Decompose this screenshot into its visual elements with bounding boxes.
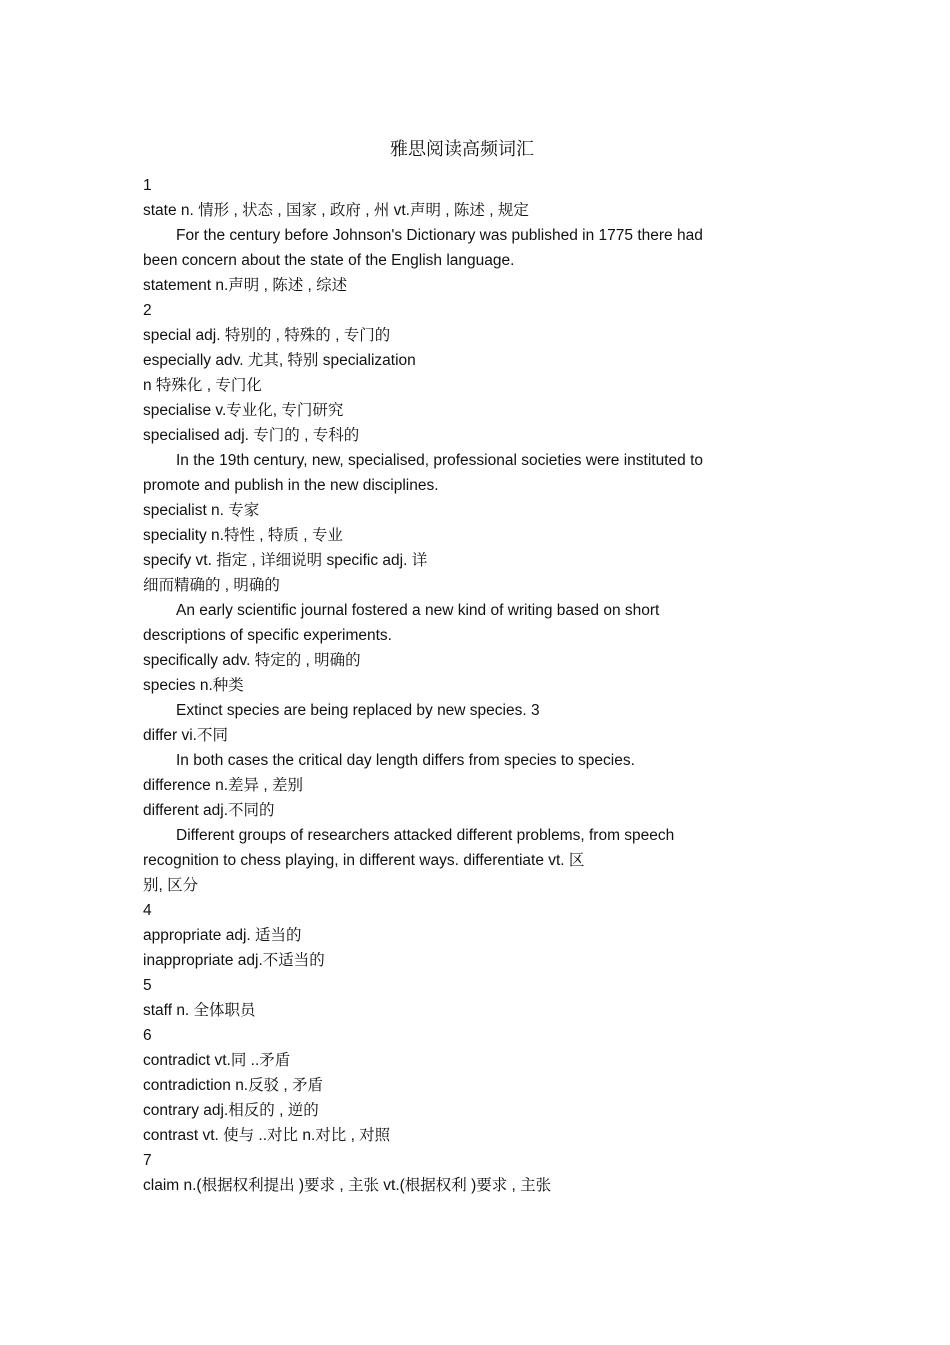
text-line: 1 bbox=[143, 177, 152, 194]
example-sentence: For the century before Johnson's Dictionary was published in 1775 there had bbox=[176, 227, 703, 244]
text-line: specialised adj. 专门的 , 专科的 bbox=[143, 427, 360, 444]
text-line: contrast vt. 使与 ..对比 n.对比 , 对照 bbox=[143, 1127, 391, 1144]
example-sentence: Extinct species are being replaced by new species. 3 bbox=[176, 702, 540, 719]
text-line: differ vi.不同 bbox=[143, 727, 228, 744]
text-line: appropriate adj. 适当的 bbox=[143, 927, 302, 944]
text-line: 2 bbox=[143, 302, 152, 319]
text-line: claim n.(根据权利提出 )要求 , 主张 vt.(根据权利 )要求 , 主张 bbox=[143, 1177, 552, 1194]
text-line: special adj. 特别的 , 特殊的 , 专门的 bbox=[143, 327, 391, 344]
text-line: contradict vt.同 ..矛盾 bbox=[143, 1052, 291, 1069]
text-line: specialist n. 专家 bbox=[143, 502, 260, 519]
page-title: 雅思阅读高频词汇 bbox=[390, 139, 534, 160]
text-line: promote and publish in the new disciplines. bbox=[143, 477, 439, 494]
text-line: specifically adv. 特定的 , 明确的 bbox=[143, 652, 361, 669]
text-line: recognition to chess playing, in different ways. differentiate vt. 区 bbox=[143, 852, 585, 869]
text-line: 5 bbox=[143, 977, 152, 994]
text-line: been concern about the state of the English language. bbox=[143, 252, 515, 269]
text-line: statement n.声明 , 陈述 , 综述 bbox=[143, 277, 348, 294]
text-line: n 特殊化 , 专门化 bbox=[143, 377, 262, 394]
text-line: specialise v.专业化, 专门研究 bbox=[143, 402, 344, 419]
text-line: state n. 情形 , 状态 , 国家 , 政府 , 州 vt.声明 , 陈述 , 规定 bbox=[143, 202, 529, 219]
text-line: 别, 区分 bbox=[143, 877, 199, 894]
text-line: specify vt. 指定 , 详细说明 specific adj. 详 bbox=[143, 552, 428, 569]
text-line: descriptions of specific experiments. bbox=[143, 627, 392, 644]
text-line: 7 bbox=[143, 1152, 152, 1169]
text-line: 6 bbox=[143, 1027, 152, 1044]
text-line: 细而精确的 , 明确的 bbox=[143, 577, 280, 594]
text-line: speciality n.特性 , 特质 , 专业 bbox=[143, 527, 343, 544]
text-line: 4 bbox=[143, 902, 152, 919]
text-line: species n.种类 bbox=[143, 677, 244, 694]
text-line: contrary adj.相反的 , 逆的 bbox=[143, 1102, 319, 1119]
text-line: inappropriate adj.不适当的 bbox=[143, 952, 325, 969]
example-sentence: In the 19th century, new, specialised, professional societies were instituted to bbox=[176, 452, 704, 469]
example-sentence: An early scientific journal fostered a new kind of writing based on short bbox=[176, 602, 660, 619]
example-sentence: In both cases the critical day length differs from species to species. bbox=[176, 752, 635, 769]
text-line: especially adv. 尤其, 特别 specialization bbox=[143, 352, 416, 369]
vocabulary-list bbox=[143, 173, 783, 1198]
text-line: difference n.差异 , 差别 bbox=[143, 777, 303, 794]
text-line: different adj.不同的 bbox=[143, 802, 275, 819]
example-sentence: Different groups of researchers attacked different problems, from speech bbox=[176, 827, 675, 844]
text-line: contradiction n.反驳 , 矛盾 bbox=[143, 1077, 324, 1094]
text-line: staff n. 全体职员 bbox=[143, 1002, 256, 1019]
